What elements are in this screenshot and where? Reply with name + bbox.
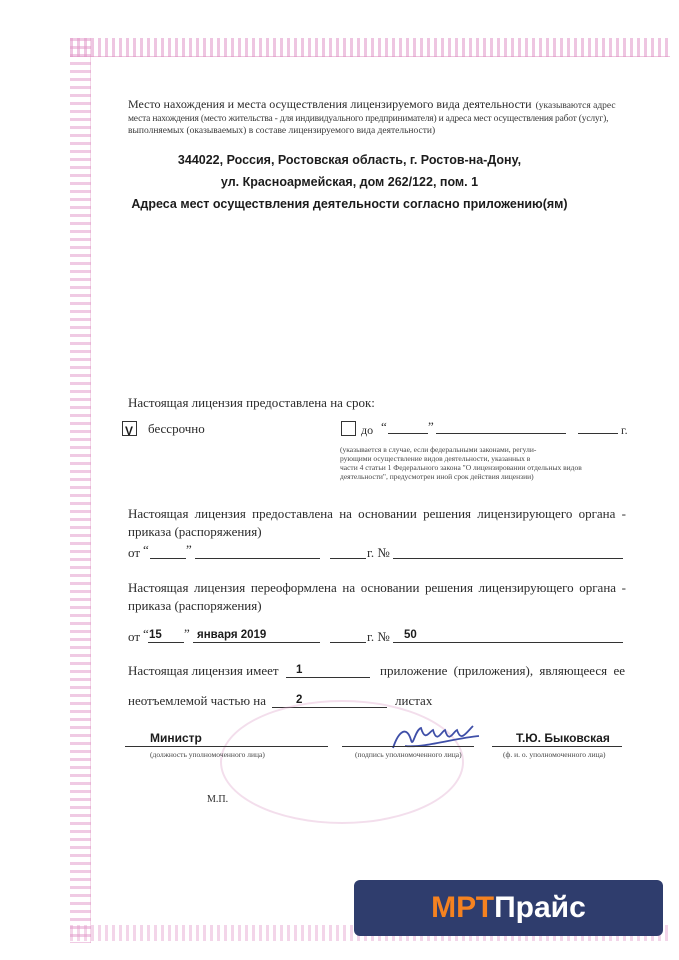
term-note-4: деятельности", предусмотрен иной срок действия лицензии) <box>340 472 534 481</box>
pages-count: 2 <box>296 694 303 706</box>
appendix-suffix: приложение (приложения), являющееся ее <box>380 663 625 678</box>
basis2-line2: приказа (распоряжения) <box>128 598 262 613</box>
basis2-number: 50 <box>404 629 417 641</box>
pages-prefix: неотъемлемой частью на <box>128 693 267 708</box>
until-year-line <box>578 433 618 434</box>
until-quote-open: “ <box>381 419 387 434</box>
basis2-day-line <box>148 642 184 643</box>
until-quote-close: ” <box>428 419 434 434</box>
signer-name-caption: (ф. и. о. уполномоченного лица) <box>503 750 606 759</box>
brand-logo <box>354 880 663 936</box>
term-note <box>340 445 630 481</box>
until-month-line <box>436 433 566 434</box>
pages-suffix: листах <box>395 693 433 708</box>
basis1-line1: Настоящая лицензия предоставлена на основании решения лицензирующего органа - <box>128 506 626 521</box>
signature-caption: (подпись уполномоченного лица) <box>355 750 462 759</box>
address-line-2: ул. Красноармейская, дом 262/122, пом. 1 <box>220 175 479 189</box>
basis2-month-year: января 2019 <box>197 629 267 641</box>
until-day-line <box>388 433 428 434</box>
signature-line <box>342 746 474 747</box>
basis1-quote-open: “ <box>143 542 149 557</box>
decorative-border-left <box>70 38 91 943</box>
brand-part1: МРТ <box>431 891 495 924</box>
basis2-month-line <box>193 642 320 643</box>
appendix-count-line <box>286 677 370 678</box>
signer-position: Министр <box>150 731 202 745</box>
until-year-suffix: г. <box>621 423 628 437</box>
appendix-count: 1 <box>296 664 303 676</box>
basis1-month-line <box>195 558 320 559</box>
basis1-from: от <box>128 545 141 560</box>
basis1-number-line <box>393 558 623 559</box>
basis2-number-line <box>393 642 623 643</box>
address-line-3: Адреса мест осуществления деятельности согласно приложению(ям) <box>131 197 568 211</box>
brand-part2: Прайс <box>494 891 586 924</box>
signer-position-line <box>125 746 328 747</box>
until-checkbox <box>341 421 356 436</box>
term-note-1: (указывается в случае, если федеральными законами, регули- <box>340 445 537 454</box>
header-block <box>128 95 638 137</box>
signer-name-line <box>492 746 622 747</box>
basis1-year: г. № <box>367 545 390 560</box>
decorative-border-top <box>70 38 670 57</box>
appendix-prefix: Настоящая лицензия имеет <box>128 663 279 678</box>
basis2-quote-close: ” <box>184 626 190 641</box>
basis1-quote-close: ” <box>186 542 192 557</box>
signer-name: Т.Ю. Быковская <box>516 731 610 745</box>
term-label: Настоящая лицензия предоставлена на срок: <box>128 395 375 410</box>
basis2-day: 15 <box>149 629 162 641</box>
basis2-year-line <box>330 642 366 643</box>
basis2-from: от <box>128 629 141 644</box>
basis2-line1: Настоящая лицензия переоформлена на основании решения лицензирующего органа - <box>128 580 626 595</box>
term-note-3: части 4 статьи 1 Федерального закона "О лицензировании отдельных видов <box>340 463 582 472</box>
check-mark: V <box>125 424 134 438</box>
basis1-year-line <box>330 558 366 559</box>
term-note-2: рующими осуществление видов деятельности, указанных в <box>340 454 531 463</box>
header-note-2: места нахождения (место жительства - для индивидуального предпринимателя) и адреса мест осуществления работ (услуг), <box>128 114 609 124</box>
unlimited-checkbox <box>122 421 137 436</box>
header-text: Место нахождения и места осуществления лицензируемого вида деятельности <box>128 97 532 111</box>
header-note-1: (указываются адрес <box>535 101 616 111</box>
header-note-3: выполняемых (оказываемых) в составе лицензируемого вида деятельности) <box>128 126 436 136</box>
address-line-1: 344022, Россия, Ростовская область, г. Ростов-на-Дону, <box>177 153 522 167</box>
basis1-line2: приказа (распоряжения) <box>128 524 262 539</box>
basis1-day-line <box>150 558 186 559</box>
basis2-year-suffix: г. № <box>367 629 390 644</box>
basis2-quote-open: “ <box>143 626 149 641</box>
unlimited-label: бессрочно <box>148 421 205 436</box>
signer-position-caption: (должность уполномоченного лица) <box>150 750 265 759</box>
until-label: до <box>361 423 374 437</box>
stamp-label: М.П. <box>207 794 229 805</box>
